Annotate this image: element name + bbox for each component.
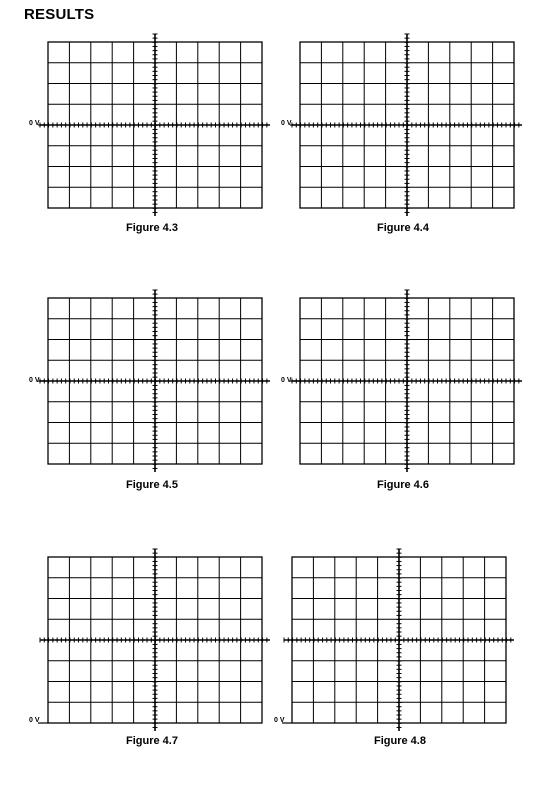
graticule <box>48 298 262 464</box>
oscilloscope-grid-fig-4-6 <box>300 298 514 464</box>
graticule <box>48 42 262 208</box>
oscilloscope-grid-fig-4-4 <box>300 42 514 208</box>
figure-caption: Figure 4.4 <box>377 222 429 234</box>
oscilloscope-grid-fig-4-3 <box>48 42 262 208</box>
zero-volt-label: 0 V <box>29 717 40 724</box>
oscilloscope-grid-fig-4-7 <box>48 557 262 723</box>
zero-volt-label: 0 V <box>274 717 285 724</box>
zero-volt-label: 0 V <box>281 120 292 127</box>
zero-volt-label: 0 V <box>281 377 292 384</box>
figure-caption: Figure 4.5 <box>126 479 178 491</box>
graticule <box>300 42 514 208</box>
figure-caption: Figure 4.3 <box>126 222 178 234</box>
graticule <box>292 557 506 723</box>
zero-volt-label: 0 V <box>29 120 40 127</box>
figure-caption: Figure 4.6 <box>377 479 429 491</box>
figure-caption: Figure 4.7 <box>126 735 178 747</box>
figure-caption: Figure 4.8 <box>374 735 426 747</box>
oscilloscope-grid-fig-4-5 <box>48 298 262 464</box>
graticule <box>48 557 262 723</box>
oscilloscope-grid-fig-4-8 <box>292 557 506 723</box>
page-heading: RESULTS <box>24 6 95 23</box>
graticule <box>300 298 514 464</box>
zero-volt-label: 0 V <box>29 377 40 384</box>
